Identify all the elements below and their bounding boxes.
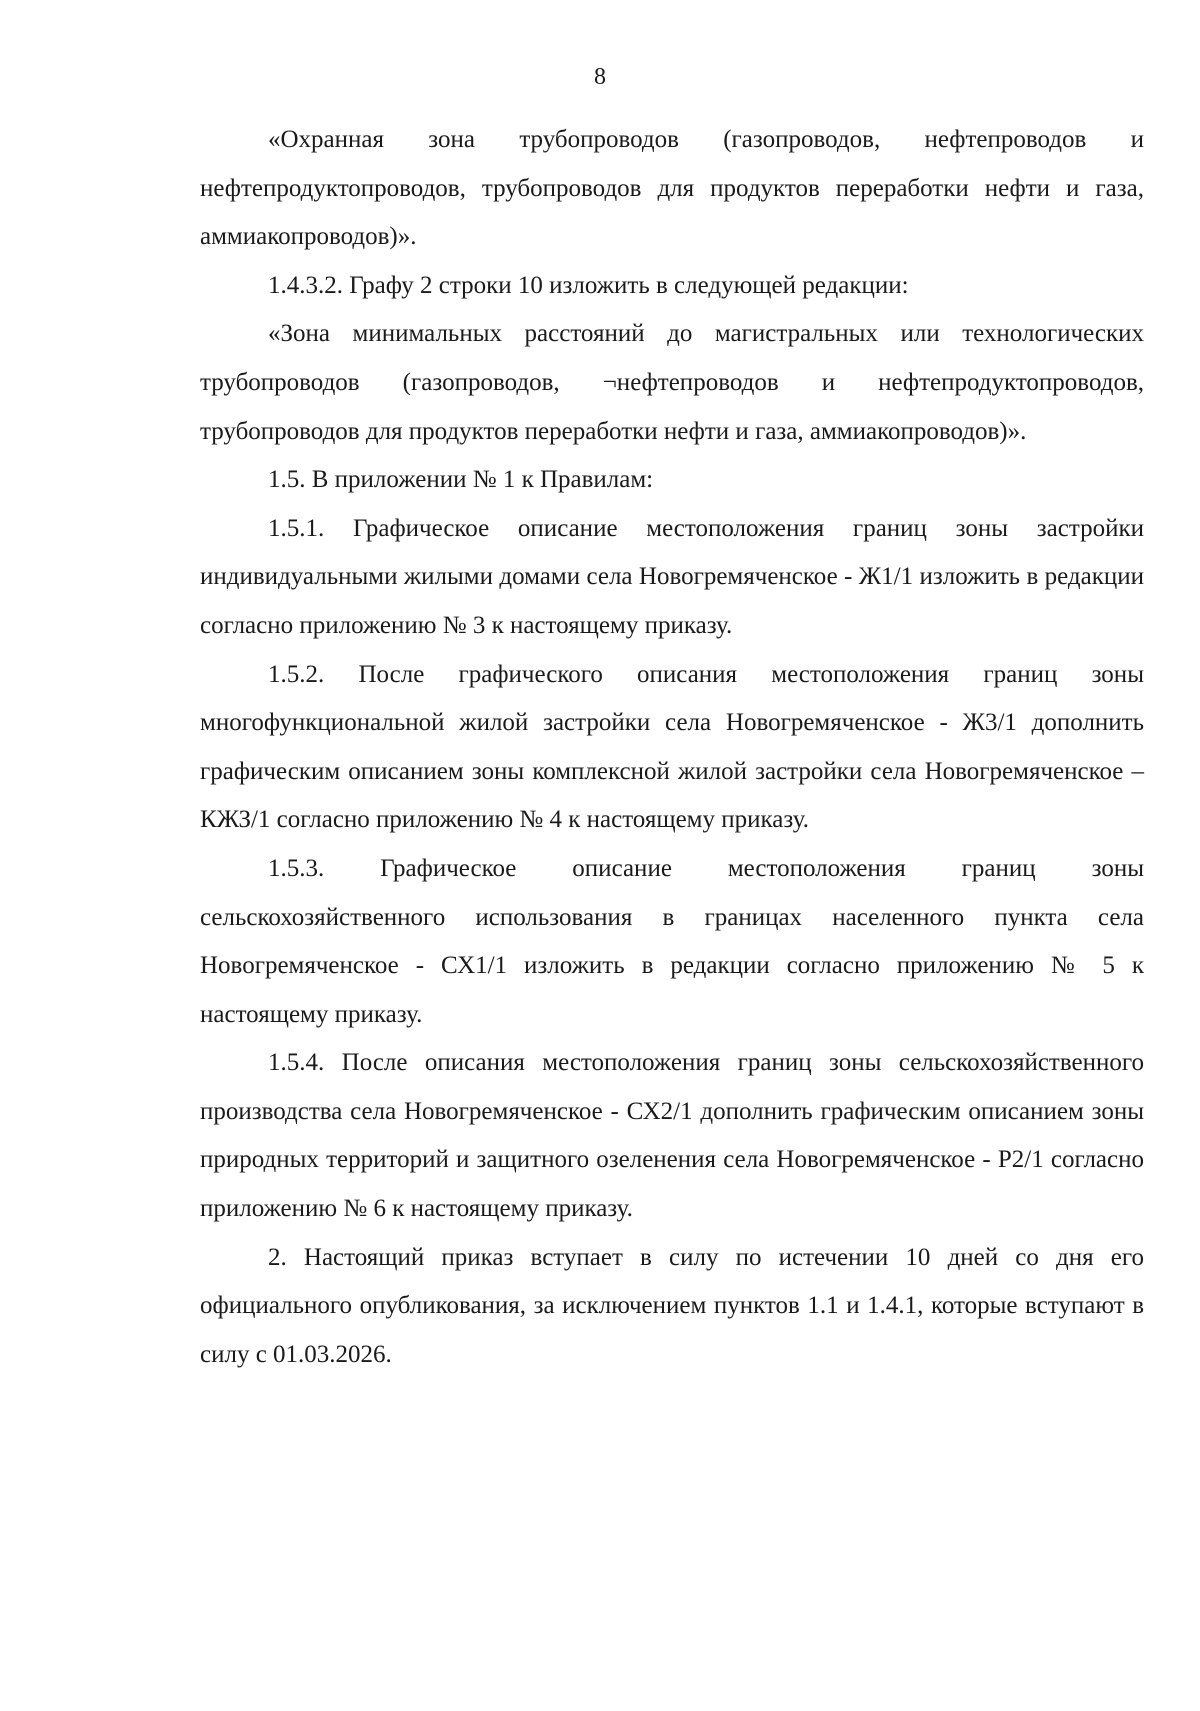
paragraph-1-5-3: 1.5.3. Графическое описание местоположения границ зоны сельскохозяйственного использования в границах населенного пункта села Новогремяченское - СХ1/1 изложить в редакции согласно приложению № 5 к настоящему приказу. [200, 854, 1144, 1028]
paragraph-2: 2. Настоящий приказ вступает в силу по истечении 10 дней со дня его официального опубликования, за исключением пунктов 1.1 и 1.4.1, которые вступают в силу с 01.03.2026. [200, 1243, 1144, 1368]
paragraph-1-5: 1.5. В приложении № 1 к Правилам: [268, 466, 654, 494]
paragraph-1-5-2: 1.5.2. После графического описания местоположения границ зоны многофункциональной жилой застройки села Новогремяченское - Ж3/1 дополнить графическим описанием зоны комплексной жилой застройки села Новогремяченское – КЖЗ/1 согласно приложению № 4 к настоящему приказу. [200, 660, 1144, 834]
paragraph-1-5-4: 1.5.4. После описания местоположения границ зоны сельскохозяйственного производства села Новогремяченское - СХ2/1 дополнить графическим описанием зоны природных территорий и защитного озеленения села Новогремяченское - Р2/1 согласно приложению № 6 к настоящему приказу. [200, 1049, 1144, 1223]
document-body [200, 116, 1144, 1379]
paragraph-quote-security-zone: «Охранная зона трубопроводов (газопроводов, нефтепроводов и нефтепродуктопроводов, трубопроводов для продуктов переработки нефти и газа, аммиакопроводов)». [200, 126, 1144, 251]
paragraph-1-4-3-2: 1.4.3.2. Графу 2 строки 10 изложить в следующей редакции: [268, 271, 909, 299]
paragraph-quote-min-distance-zone: «Зона минимальных расстояний до магистральных или технологических трубопроводов (газопроводов, ¬нефтепроводов и нефтепродуктопроводов, трубопроводов для продуктов переработки нефти и газа, аммиакопроводов)». [200, 320, 1144, 445]
paragraph-1-5-1: 1.5.1. Графическое описание местоположения границ зоны застройки индивидуальными жилыми домами села Новогремяченское - Ж1/1 изложить в редакции согласно приложению № 3 к настоящему приказу. [200, 514, 1144, 639]
page-number: 8 [594, 64, 606, 90]
